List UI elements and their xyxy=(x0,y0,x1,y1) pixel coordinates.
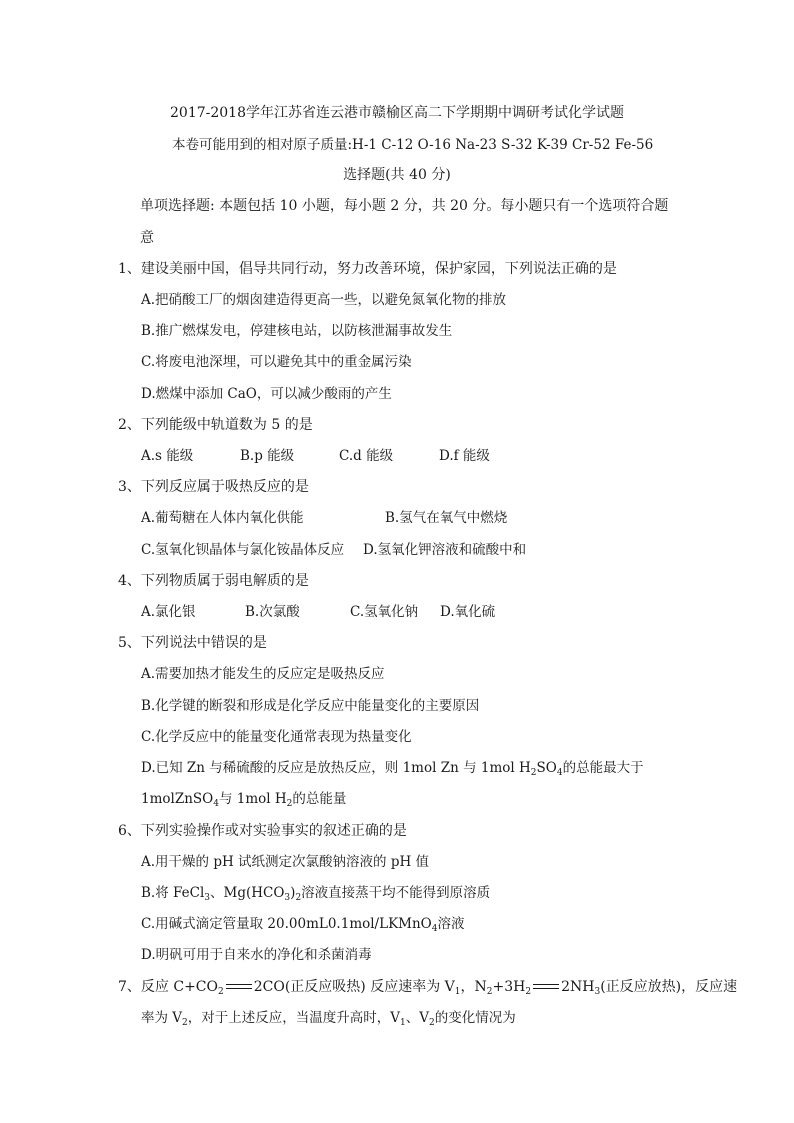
text-segment: ) xyxy=(290,885,296,901)
question-4-option-d: D.氧化硫 xyxy=(440,604,496,620)
question-2-option-c: C.d 能级 xyxy=(339,448,394,464)
text-segment: 与 1mol H xyxy=(218,791,287,807)
question-6-option-a: A.用干燥的 pH 试纸测定次氯酸钠溶液的 pH 值 xyxy=(141,854,430,870)
question-7-stem xyxy=(118,977,737,997)
subscript: 2 xyxy=(286,799,293,809)
text-segment: 的总能最大于 xyxy=(562,760,644,776)
question-3-option-c: C.氢氧化钡晶体与氯化铵晶体反应 xyxy=(141,542,345,558)
question-2-option-d: D.f 能级 xyxy=(439,448,490,464)
subscript: 1 xyxy=(400,1018,406,1028)
question-4-stem: 4、下列物质属于弱电解质的是 xyxy=(118,573,309,589)
question-3-option-b: B.氢气在氧气中燃烧 xyxy=(385,510,508,526)
text-segment: (正反应放热)，反应速 xyxy=(600,979,738,995)
text-segment: 7、反应 C+CO xyxy=(118,979,218,995)
question-3-options-row-1 xyxy=(141,508,507,528)
question-2-option-b: B.p 能级 xyxy=(240,448,295,464)
question-1-option-d: D.燃煤中添加 CaO，可以减少酸雨的产生 xyxy=(141,386,392,402)
question-5-option-a: A.需要加热才能发生的反应定是吸热反应 xyxy=(141,666,385,682)
text-segment: 溶液 xyxy=(437,916,465,932)
text-segment: 1molZnSO xyxy=(141,791,214,807)
question-4-option-b: B.次氯酸 xyxy=(245,604,300,620)
atomic-masses-line: 本卷可能用到的相对原子质量:H-1 C-12 O-16 Na-23 S-32 K-39 Cr-52 Fe-56 xyxy=(172,137,654,153)
text-segment: 的总能量 xyxy=(292,791,347,807)
question-2-options xyxy=(141,446,490,466)
question-3-options-row-2 xyxy=(141,540,526,560)
subscript: 4 xyxy=(431,924,438,934)
question-1-option-c: C.将废电池深埋，可以避免其中的重金属污染 xyxy=(141,354,412,370)
question-3-option-a: A.葡萄糖在人体内氧化供能 xyxy=(141,510,304,526)
question-3-stem: 3、下列反应属于吸热反应的是 xyxy=(118,479,309,495)
subscript: 3 xyxy=(594,987,601,997)
text-segment: C.用碱式滴定管量取 20.00mL0.1mol/LKMnO xyxy=(141,916,432,932)
subscript: 2 xyxy=(429,1018,435,1028)
equilibrium-arrow-icon xyxy=(533,982,559,992)
subscript: 4 xyxy=(213,799,219,809)
question-2-option-a: A.s 能级 xyxy=(141,448,194,464)
question-4-options xyxy=(141,602,495,622)
text-segment: ，对于上述反应，当温度升高时，V xyxy=(187,1010,401,1026)
question-7-stem-continued xyxy=(141,1008,516,1028)
text-segment: 率为 V xyxy=(141,1010,183,1026)
question-5-option-d-continued xyxy=(141,789,346,809)
text-segment: 、Mg(HCO xyxy=(210,885,285,901)
text-segment: +3H xyxy=(492,979,526,995)
question-3-option-d: D.氢氧化钾溶液和硫酸中和 xyxy=(363,542,527,558)
equilibrium-arrow-icon xyxy=(226,982,252,992)
question-1-option-a: A.把硝酸工厂的烟囱建造得更高一些，以避免氮氧化物的排放 xyxy=(141,292,507,308)
question-4-option-c: C.氢氧化钠 xyxy=(350,604,419,620)
instructions-line-2: 意 xyxy=(140,230,154,246)
question-6-option-c xyxy=(141,914,464,934)
question-4-option-a: A.氯化银 xyxy=(141,604,196,620)
subscript: 3 xyxy=(204,893,211,903)
question-1-stem: 1、建设美丽中国，倡导共同行动，努力改善环境，保护家园，下列说法正确的是 xyxy=(118,261,617,277)
subscript: 1 xyxy=(454,987,461,997)
text-segment: 的变化情况为 xyxy=(434,1010,516,1026)
text-segment: SO xyxy=(536,760,557,776)
question-2-stem: 2、下列能级中轨道数为 5 的是 xyxy=(118,417,313,433)
question-6-stem: 6、下列实验操作或对实验事实的叙述正确的是 xyxy=(118,823,407,839)
subscript: 2 xyxy=(218,987,224,997)
subscript: 2 xyxy=(530,768,537,778)
text-segment: 溶液直接蒸干均不能得到原溶质 xyxy=(301,885,491,901)
question-1-option-b: B.推广燃煤发电，停建核电站，以防核泄漏事故发生 xyxy=(141,323,453,339)
question-5-option-b: B.化学键的断裂和形成是化学反应中能量变化的主要原因 xyxy=(141,698,480,714)
text-segment: ，N xyxy=(460,979,487,995)
text-segment: B.将 FeCl xyxy=(141,885,205,901)
question-6-option-d: D.明矾可用于自来水的净化和杀菌消毒 xyxy=(141,947,372,963)
question-6-option-b xyxy=(141,883,490,903)
page-title: 2017-2018学年江苏省连云港市赣榆区高二下学期期中调研考试化学试题 xyxy=(170,105,624,121)
question-5-stem: 5、下列说法中错误的是 xyxy=(118,635,267,651)
question-5-option-d xyxy=(141,758,644,778)
text-segment: 2CO(正反应吸热) 反应速率为 V xyxy=(253,979,455,995)
section-title: 选择题(共 40 分) xyxy=(343,167,451,183)
subscript: 2 xyxy=(486,987,493,997)
instructions-line-1: 单项选择题: 本题包括 10 小题，每小题 2 分，共 20 分。每小题只有一个选项符合题 xyxy=(140,198,669,214)
text-segment: D.已知 Zn 与稀硫酸的反应是放热反应，则 1mol Zn 与 1mol H xyxy=(141,760,531,776)
question-5-option-c: C.化学反应中的能量变化通常表现为热量变化 xyxy=(141,729,412,745)
subscript: 2 xyxy=(295,893,302,903)
subscript: 4 xyxy=(556,768,563,778)
text-segment: 2NH xyxy=(561,979,595,995)
text-segment: 、V xyxy=(405,1010,430,1026)
subscript: 2 xyxy=(182,1018,188,1028)
subscript: 3 xyxy=(284,893,291,903)
subscript: 2 xyxy=(525,987,532,997)
